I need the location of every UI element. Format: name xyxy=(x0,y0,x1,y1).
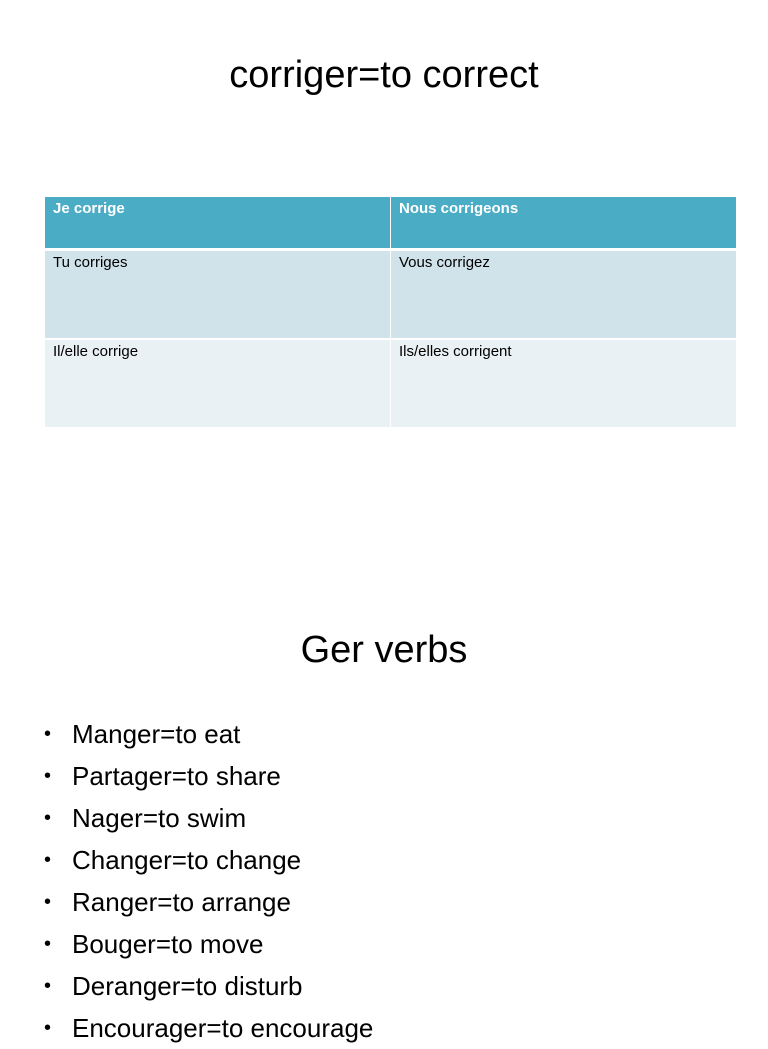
list-item xyxy=(44,755,373,797)
table-cell: Tu corriges xyxy=(45,250,391,340)
bullet-icon: • xyxy=(44,849,52,871)
verb-list xyxy=(44,713,373,1049)
bullet-icon: • xyxy=(44,933,52,955)
list-item xyxy=(44,839,373,881)
list-item-text: Ranger=to arrange xyxy=(72,887,291,917)
bullet-icon: • xyxy=(44,765,52,787)
list-item xyxy=(44,965,373,1007)
slide-title: Ger verbs xyxy=(300,629,468,671)
list-item xyxy=(44,797,373,839)
table-cell: Je corrige xyxy=(45,197,391,250)
table-row xyxy=(45,250,736,340)
table-row xyxy=(45,339,736,428)
table-cell: Nous corrigeons xyxy=(391,197,737,250)
bullet-icon: • xyxy=(44,723,52,745)
bullet-icon: • xyxy=(44,891,52,913)
list-item-text: Encourager=to encourage xyxy=(72,1013,374,1043)
list-item-text: Changer=to change xyxy=(72,845,302,875)
bullet-icon: • xyxy=(44,1017,52,1039)
list-item xyxy=(44,1007,373,1049)
bullet-icon: • xyxy=(44,975,52,997)
list-item-text: Deranger=to disturb xyxy=(72,971,303,1001)
list-item-text: Manger=to eat xyxy=(72,719,241,749)
table-cell: Vous corrigez xyxy=(391,250,737,340)
slide-title: corriger=to correct xyxy=(229,54,539,96)
bullet-icon: • xyxy=(44,807,52,829)
table-cell: Il/elle corrige xyxy=(45,339,391,428)
list-item-text: Nager=to swim xyxy=(72,803,247,833)
list-item xyxy=(44,923,373,965)
list-item xyxy=(44,713,373,755)
list-item-text: Partager=to share xyxy=(72,761,281,791)
table-header-row xyxy=(45,197,736,250)
table-cell: Ils/elles corrigent xyxy=(391,339,737,428)
list-item-text: Bouger=to move xyxy=(72,929,264,959)
list-item xyxy=(44,881,373,923)
conjugation-table xyxy=(45,197,736,429)
